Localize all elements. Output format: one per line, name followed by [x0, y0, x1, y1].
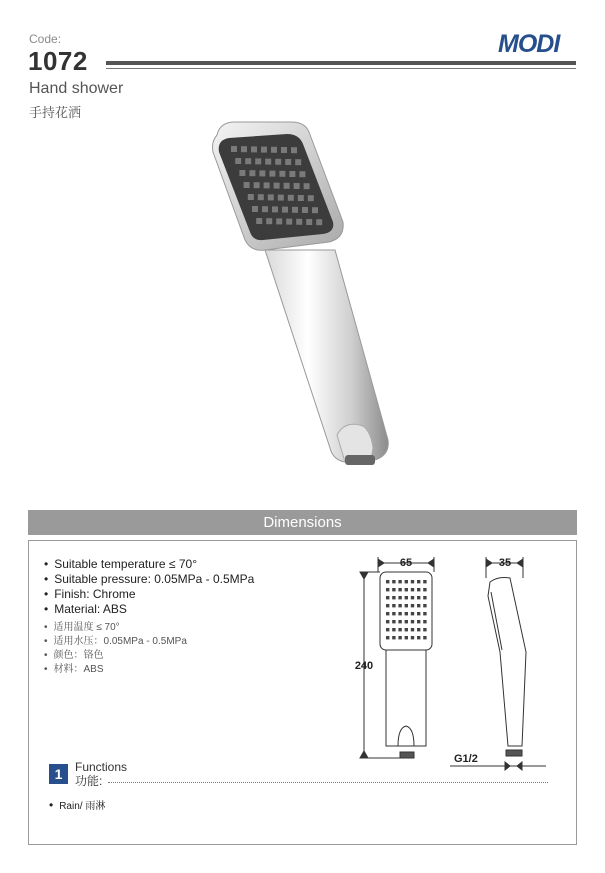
- hand-shower-photo: [195, 110, 415, 480]
- drawing-nozzle-dot: [398, 628, 401, 631]
- nozzle: [312, 207, 318, 213]
- drawing-nozzle-dot: [386, 628, 389, 631]
- header-rule-thick: [106, 61, 576, 65]
- drawing-nozzle-dot: [423, 628, 426, 631]
- nozzle: [249, 170, 255, 176]
- drawing-nozzle-dot: [398, 588, 401, 591]
- drawing-nozzle-dot: [392, 588, 395, 591]
- header-rule-thin: [106, 68, 576, 69]
- nozzle: [294, 183, 300, 189]
- drawing-nozzle-dot: [423, 604, 426, 607]
- drawing-nozzle-dot: [392, 620, 395, 623]
- nozzle: [248, 194, 254, 200]
- product-code: 1072: [28, 46, 88, 76]
- dimension-drawing: [350, 552, 565, 777]
- nozzle: [239, 170, 245, 176]
- drawing-nozzle-dot: [423, 580, 426, 583]
- product-name-en: Hand shower: [29, 80, 124, 97]
- spec-item-cn: • 适用温度 ≤ 70°: [44, 621, 187, 635]
- nozzle: [259, 170, 265, 176]
- drawing-nozzle-dot: [423, 596, 426, 599]
- dimensions-title: Dimensions: [263, 514, 342, 531]
- drawing-nozzle-dot: [386, 580, 389, 583]
- drawing-nozzle-dot: [386, 612, 389, 615]
- drawing-nozzle-dot: [386, 596, 389, 599]
- nozzle: [308, 195, 314, 201]
- nozzle: [298, 195, 304, 201]
- nozzle: [265, 159, 271, 165]
- spec-item: • Material: ABS: [44, 602, 254, 617]
- nozzle: [289, 171, 295, 177]
- drawing-nozzle-dot: [411, 580, 414, 583]
- drawing-nozzle-dot: [398, 620, 401, 623]
- nozzle: [254, 182, 260, 188]
- drawing-nozzle-dot: [411, 596, 414, 599]
- drawing-nozzle-dot: [398, 604, 401, 607]
- drawing-nozzle-dot: [392, 596, 395, 599]
- drawing-nozzle-dot: [411, 612, 414, 615]
- nozzle: [286, 219, 292, 225]
- nozzle: [275, 159, 281, 165]
- drawing-nozzle-dot: [405, 620, 408, 623]
- functions-label-en: Functions: [75, 760, 128, 774]
- nozzle: [241, 146, 247, 152]
- drawing-nozzle-dot: [405, 588, 408, 591]
- spec-item-cn: • 颜色：铬色: [44, 649, 187, 663]
- nozzle: [304, 183, 310, 189]
- drawing-nozzle-dot: [398, 636, 401, 639]
- nozzle: [269, 171, 275, 177]
- nozzle: [262, 206, 268, 212]
- nozzle: [316, 219, 322, 225]
- nozzle: [288, 195, 294, 201]
- height-dimension-label: 240: [354, 660, 374, 672]
- drawing-nozzle-dot: [392, 612, 395, 615]
- function-item: • Rain/ 雨淋: [49, 797, 105, 812]
- nozzle: [235, 158, 241, 164]
- drawing-nozzle-dot: [405, 580, 408, 583]
- nozzle: [299, 171, 305, 177]
- drawing-nozzle-dot: [411, 628, 414, 631]
- drawing-nozzle-dot: [411, 636, 414, 639]
- drawing-nozzle-dot: [411, 588, 414, 591]
- nozzle: [302, 207, 308, 213]
- brand-logo: MODI: [498, 30, 560, 58]
- nozzle: [296, 219, 302, 225]
- nozzle: [258, 194, 264, 200]
- nozzle: [252, 206, 258, 212]
- drawing-nozzle-dot: [417, 580, 420, 583]
- nozzle: [278, 195, 284, 201]
- spec-list-en: [44, 557, 254, 617]
- drawing-nozzle-dot: [398, 580, 401, 583]
- nozzle: [284, 183, 290, 189]
- drawing-nozzle-dot: [405, 596, 408, 599]
- front-view: [360, 557, 434, 758]
- nozzle: [281, 147, 287, 153]
- nozzle: [244, 182, 250, 188]
- drawing-nozzle-dot: [417, 612, 420, 615]
- spec-item-cn: • 适用水压：0.05MPa - 0.5MPa: [44, 635, 187, 649]
- spec-item: • Suitable temperature ≤ 70°: [44, 557, 254, 572]
- drawing-nozzle-dot: [411, 620, 414, 623]
- drawing-nozzle-dot: [386, 604, 389, 607]
- drawing-nozzle-dot: [392, 580, 395, 583]
- drawing-nozzle-dot: [417, 596, 420, 599]
- spec-item: • Finish: Chrome: [44, 587, 254, 602]
- functions-label-cn: 功能:: [75, 774, 103, 788]
- nozzle: [231, 146, 237, 152]
- drawing-nozzle-dot: [423, 588, 426, 591]
- drawing-nozzle-dot: [417, 636, 420, 639]
- functions-dotted-rule: [108, 782, 548, 783]
- drawing-nozzle-dot: [392, 604, 395, 607]
- nozzle: [291, 147, 297, 153]
- nozzle: [292, 207, 298, 213]
- drawing-nozzle-dot: [417, 628, 420, 631]
- nozzle: [274, 183, 280, 189]
- spec-item-cn: • 材料：ABS: [44, 663, 187, 677]
- drawing-nozzle-dot: [423, 636, 426, 639]
- drawing-nozzle-dot: [398, 596, 401, 599]
- drawing-nozzle-dot: [386, 636, 389, 639]
- drawing-nozzle-dot: [392, 628, 395, 631]
- drawing-nozzle-dot: [417, 588, 420, 591]
- drawing-nozzle-dot: [405, 636, 408, 639]
- drawing-nozzle-dot: [405, 604, 408, 607]
- drawing-nozzle-dot: [405, 628, 408, 631]
- nozzle: [268, 194, 274, 200]
- spec-item: • Suitable pressure: 0.05MPa - 0.5MPa: [44, 572, 254, 587]
- drawing-nozzle-dot: [417, 620, 420, 623]
- nozzle: [295, 159, 301, 165]
- drawing-nozzle-dot: [392, 636, 395, 639]
- drawing-nozzle-dot: [423, 612, 426, 615]
- drawing-nozzle-dot: [423, 620, 426, 623]
- nozzle: [255, 158, 261, 164]
- nozzle: [279, 171, 285, 177]
- nozzle: [271, 147, 277, 153]
- nozzle: [245, 158, 251, 164]
- drawing-nozzle-dot: [386, 588, 389, 591]
- spec-list-cn: [44, 621, 187, 677]
- dimensions-header-bar: [28, 510, 577, 535]
- width-dimension-label: 65: [399, 557, 413, 569]
- nozzle: [266, 218, 272, 224]
- nozzle: [256, 218, 262, 224]
- drawing-nozzle-dot: [417, 604, 420, 607]
- nozzle: [251, 146, 257, 152]
- depth-dimension-label: 35: [498, 557, 512, 569]
- nozzle: [272, 206, 278, 212]
- nozzle: [285, 159, 291, 165]
- side-view: [450, 557, 546, 770]
- drawing-nozzle-dot: [405, 612, 408, 615]
- code-label: Code:: [29, 32, 62, 46]
- nozzle: [264, 182, 270, 188]
- thread-dimension-label: G1/2: [454, 753, 478, 765]
- drawing-nozzle-dot: [386, 620, 389, 623]
- nozzle: [282, 207, 288, 213]
- drawing-nozzle-dot: [411, 604, 414, 607]
- nozzle: [261, 147, 267, 153]
- drawing-nozzle-dot: [398, 612, 401, 615]
- nozzle: [306, 219, 312, 225]
- function-count-badge: 1: [49, 764, 68, 784]
- nozzle: [276, 218, 282, 224]
- product-name-cn: 手持花洒: [29, 105, 82, 120]
